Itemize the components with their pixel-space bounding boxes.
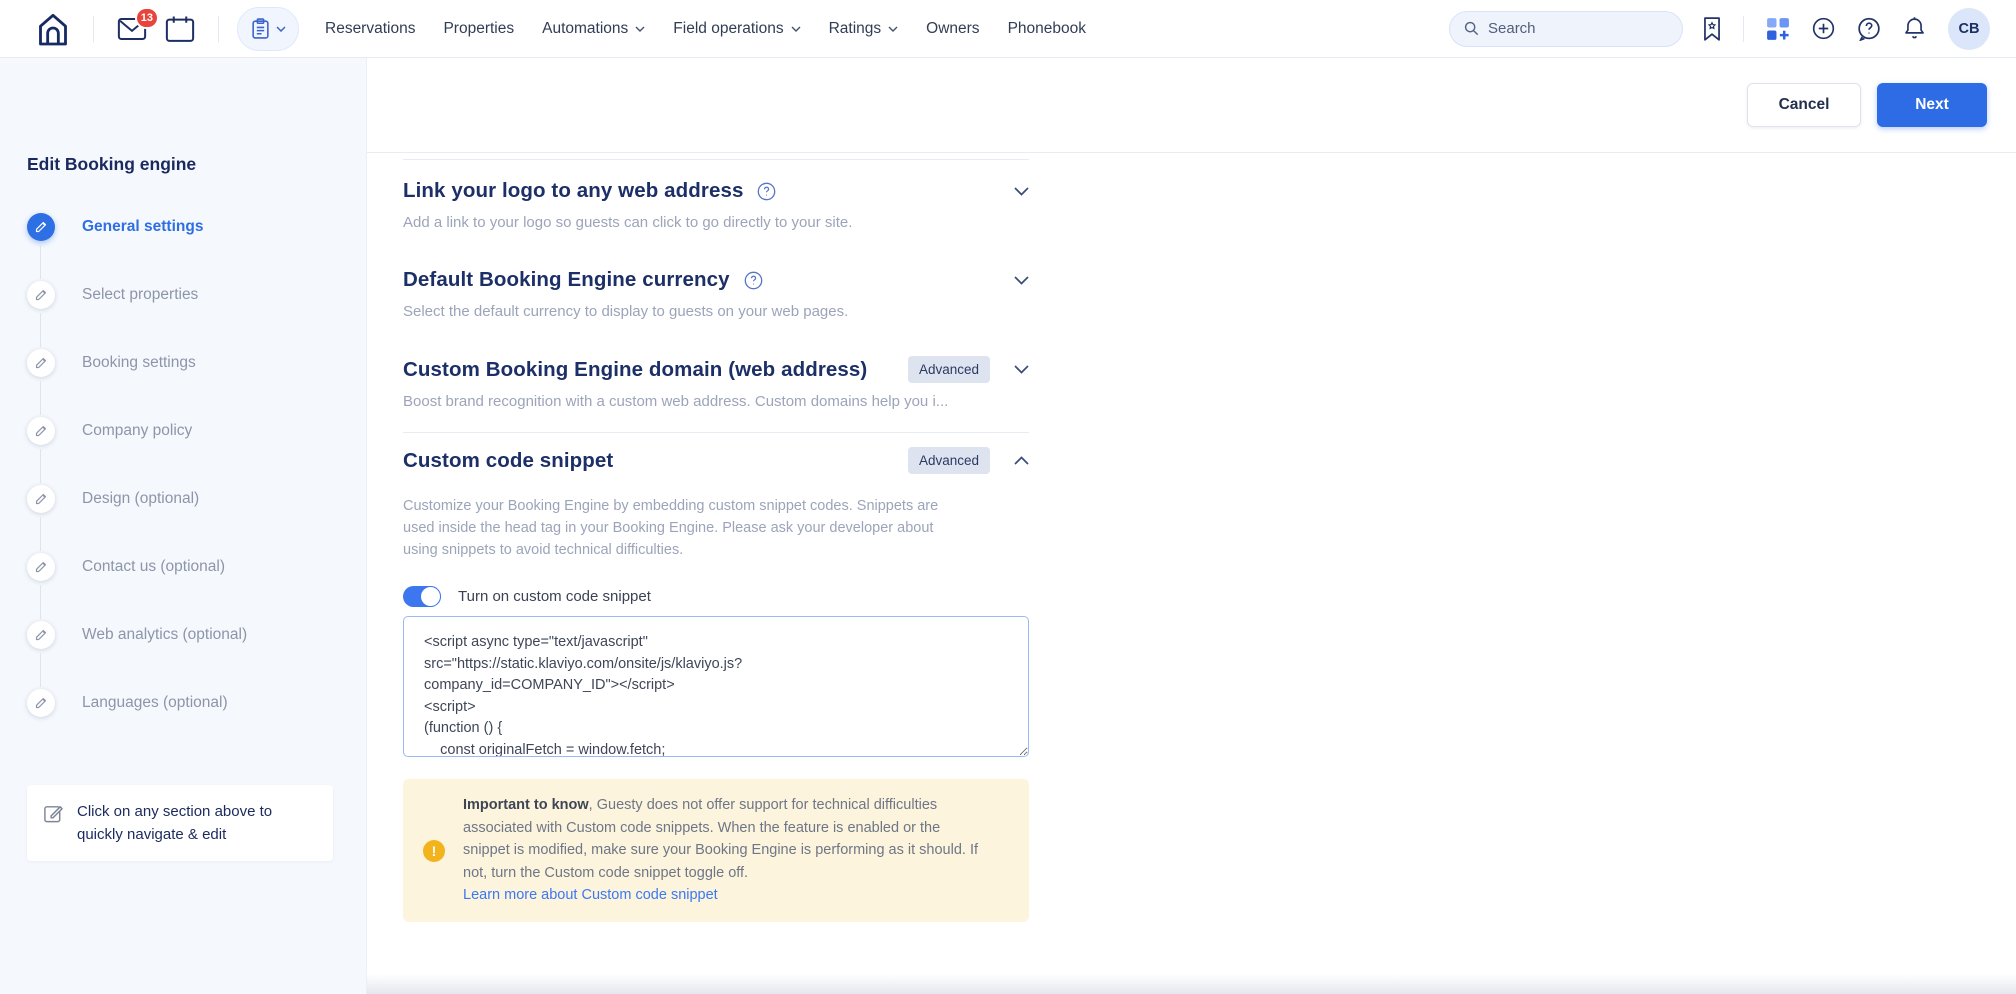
chevron-down-icon[interactable]	[1014, 187, 1029, 196]
step-circle	[27, 417, 55, 445]
user-avatar[interactable]: CB	[1948, 8, 1990, 50]
nav-field-operations[interactable]	[673, 20, 800, 38]
help-icon[interactable]	[1857, 17, 1881, 41]
section-code-snippet-header[interactable]	[403, 447, 1029, 474]
pencil-icon	[34, 220, 48, 234]
bookmark-icon[interactable]	[1701, 16, 1723, 42]
pencil-icon	[34, 356, 48, 370]
nav-reservations[interactable]	[325, 20, 415, 38]
nav-label: Phonebook	[1007, 19, 1086, 37]
sidebar-step-design[interactable]	[27, 485, 366, 513]
section-custom-domain-header[interactable]	[403, 356, 1029, 383]
advanced-badge: Advanced	[908, 447, 990, 474]
bottom-scroll-shadow	[367, 974, 2016, 994]
step-label: Languages (optional)	[82, 694, 228, 711]
nav-properties[interactable]	[443, 20, 514, 38]
next-button[interactable]: Next	[1877, 83, 1987, 127]
section-currency-header[interactable]	[403, 268, 1029, 292]
step-circle	[27, 553, 55, 581]
chevron-down-icon	[276, 26, 286, 32]
step-label: Contact us (optional)	[82, 558, 226, 575]
search-input[interactable]	[1488, 20, 1668, 37]
home-logo-icon[interactable]	[33, 9, 73, 49]
section-title: Default Booking Engine currency	[403, 268, 730, 291]
step-circle	[27, 213, 55, 241]
toggle-label: Turn on custom code snippet	[458, 588, 651, 605]
sidebar-hint-card	[27, 785, 333, 861]
listings-menu-button[interactable]	[237, 7, 299, 51]
code-snippet-description: Customize your Booking Engine by embedding custom snippet codes. Snippets are used inside the head tag in your Booking Engine. Please ask your developer about using snippets to avoid technical difficulties.	[403, 498, 939, 558]
nav-phonebook[interactable]	[1008, 20, 1086, 38]
step-label: Web analytics (optional)	[82, 626, 248, 643]
main-nav	[325, 20, 1086, 38]
step-circle	[27, 485, 55, 513]
inbox-icon[interactable]	[117, 11, 153, 42]
topbar-divider	[93, 16, 94, 42]
pencil-icon	[34, 492, 48, 506]
stepper	[27, 213, 366, 717]
step-label: Booking settings	[82, 354, 196, 371]
inbox-unread-badge: 13	[135, 7, 159, 29]
help-tooltip-icon[interactable]	[744, 271, 763, 290]
chevron-up-icon[interactable]	[1014, 456, 1029, 465]
sidebar-title: Edit Booking engine	[27, 154, 197, 174]
notifications-bell-icon[interactable]	[1903, 16, 1926, 41]
chevron-down-icon	[635, 26, 645, 32]
warning-text	[463, 794, 979, 907]
sidebar-step-select-properties[interactable]	[27, 281, 366, 309]
learn-more-link[interactable]: Learn more about Custom code snippet	[463, 887, 718, 904]
topbar-left-group	[33, 7, 1086, 51]
advanced-badge: Advanced	[908, 356, 990, 383]
calendar-icon[interactable]	[165, 15, 195, 43]
global-search	[1449, 11, 1683, 47]
nav-label: Properties	[443, 19, 515, 37]
step-circle	[27, 349, 55, 377]
topbar-right-group	[1449, 8, 1990, 50]
top-navigation-bar	[0, 0, 2016, 58]
warning-icon: !	[423, 840, 445, 862]
section-title: Custom Booking Engine domain (web address)	[403, 357, 868, 381]
topbar-divider	[1743, 16, 1744, 42]
sidebar-step-languages[interactable]	[27, 689, 366, 717]
section-subtitle: Add a link to your logo so guests can click to go directly to your site.	[403, 214, 853, 231]
nav-label: Ratings	[828, 19, 882, 37]
nav-label: Field operations	[673, 19, 784, 37]
chevron-down-icon	[791, 26, 801, 32]
toggle-knob	[420, 586, 441, 607]
sidebar-step-general-settings[interactable]	[27, 213, 366, 241]
step-circle	[27, 689, 55, 717]
chevron-down-icon[interactable]	[1014, 276, 1029, 285]
section-divider	[403, 432, 1029, 433]
pencil-icon	[34, 424, 48, 438]
pencil-icon	[34, 560, 48, 574]
cancel-button[interactable]: Cancel	[1747, 83, 1861, 127]
nav-label: Automations	[542, 19, 629, 37]
pencil-icon	[34, 288, 48, 302]
step-label: Select properties	[82, 286, 199, 303]
code-snippet-warning-box	[403, 779, 1029, 922]
pencil-icon	[34, 696, 48, 710]
section-subtitle: Boost brand recognition with a custom web address. Custom domains help you i...	[403, 393, 949, 410]
section-link-logo-header[interactable]	[403, 179, 1029, 203]
chevron-down-icon[interactable]	[1014, 365, 1029, 374]
sidebar-hint-text: Click on any section above to quickly navigate & edit	[77, 803, 273, 843]
nav-label: Reservations	[325, 19, 416, 37]
main-panel	[367, 58, 2016, 994]
step-circle	[27, 281, 55, 309]
apps-grid-icon[interactable]	[1766, 17, 1790, 41]
clipboard-icon	[251, 18, 270, 39]
code-snippet-textarea[interactable]	[403, 616, 1029, 757]
nav-owners[interactable]	[926, 20, 979, 38]
section-subtitle: Select the default currency to display to guests on your web pages.	[403, 303, 849, 320]
section-divider	[403, 159, 1029, 160]
section-title: Link your logo to any web address	[403, 179, 744, 202]
code-snippet-toggle[interactable]	[403, 586, 441, 607]
sidebar-step-company-policy[interactable]	[27, 417, 366, 445]
warning-body: , Guesty does not offer support for technical difficulties associated with Custom code snippets. When the feature is enabled or the snippet is modified, make sure your Booking Engine is performing as it should. If not, turn the Custom code snippet toggle off.	[463, 797, 979, 881]
chevron-down-icon	[888, 26, 898, 32]
edit-note-icon	[43, 803, 64, 824]
add-new-icon[interactable]	[1812, 17, 1835, 40]
page-body	[0, 58, 2016, 994]
nav-ratings[interactable]	[829, 20, 899, 38]
sidebar-step-web-analytics[interactable]	[27, 621, 366, 649]
pencil-icon	[34, 628, 48, 642]
topbar-divider	[218, 16, 219, 42]
code-snippet-toggle-row	[403, 586, 1029, 607]
help-tooltip-icon[interactable]	[757, 182, 776, 201]
nav-label: Owners	[926, 19, 980, 37]
step-label: Company policy	[82, 422, 193, 439]
search-icon	[1464, 20, 1479, 37]
wizard-action-bar	[367, 58, 2016, 153]
nav-automations[interactable]	[542, 20, 645, 38]
settings-content	[403, 159, 1029, 922]
step-circle	[27, 621, 55, 649]
section-title: Custom code snippet	[403, 448, 614, 472]
step-label: Design (optional)	[82, 490, 200, 507]
edit-booking-engine-sidebar	[0, 58, 367, 994]
sidebar-step-booking-settings[interactable]	[27, 349, 366, 377]
sidebar-step-contact-us[interactable]	[27, 553, 366, 581]
warning-bold-intro: Important to know	[463, 797, 589, 814]
step-label: General settings	[82, 218, 204, 235]
